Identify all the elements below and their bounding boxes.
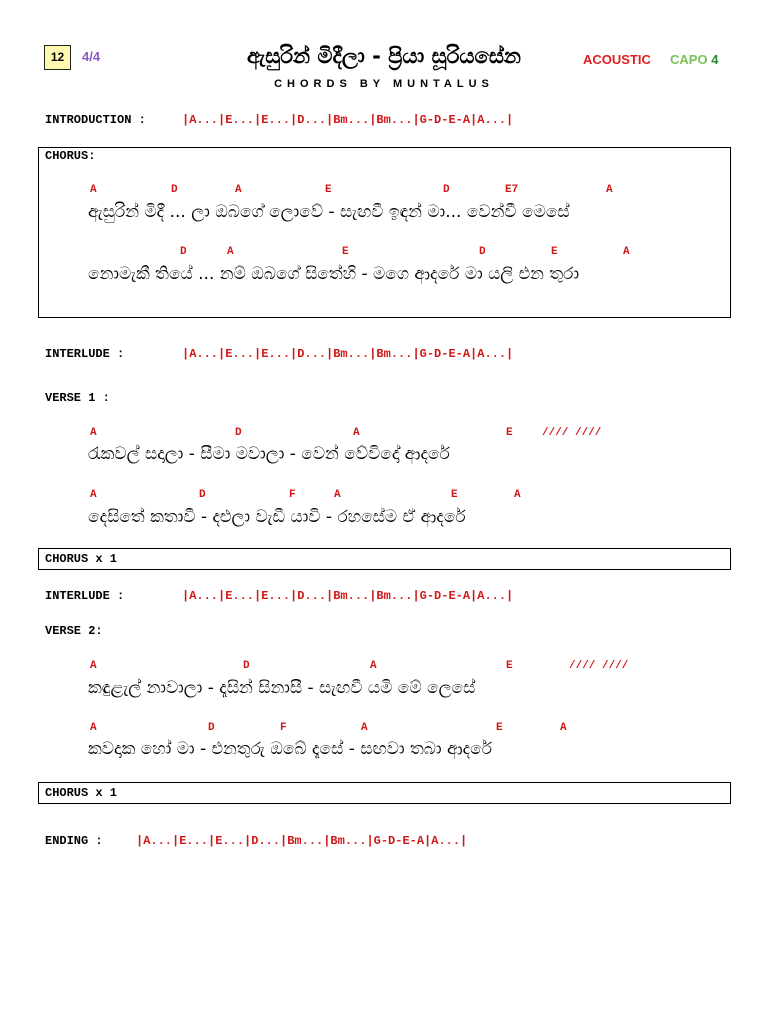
chord: A — [90, 427, 97, 439]
chord: A — [334, 489, 341, 501]
chord: A — [370, 660, 377, 672]
chord: E — [551, 246, 558, 258]
chord: A — [623, 246, 630, 258]
chord: D — [180, 246, 187, 258]
chorus-repeat-label: CHORUS x 1 — [45, 552, 118, 566]
chord: E7 — [505, 184, 519, 196]
time-signature: 4/4 — [82, 49, 101, 64]
chorus-repeat-box — [38, 548, 731, 570]
chord: E — [342, 246, 349, 258]
chorus-repeat-box — [38, 782, 731, 804]
chord: A — [606, 184, 613, 196]
interlude-chords: |A...|E...|E...|D...|Bm...|Bm...|G-D-E-A|A...| — [182, 589, 514, 603]
chord: A — [235, 184, 242, 196]
chord: D — [208, 722, 215, 734]
lyric-line: කඳුළැල් නාවාලා - දෑසින් සිනාසී - සැඟවී යමි මේ ලෙසේ — [88, 678, 476, 698]
interlude-label: INTERLUDE : — [45, 589, 125, 603]
chord: A — [361, 722, 368, 734]
chord: E — [496, 722, 503, 734]
chord: A — [227, 246, 234, 258]
ending-label: ENDING : — [45, 834, 103, 848]
chord: D — [443, 184, 450, 196]
song-number-badge: 12 — [44, 45, 71, 70]
chord: E — [506, 427, 513, 439]
capo-value: 4 — [711, 52, 719, 67]
chord: A — [353, 427, 360, 439]
introduction-chords: |A...|E...|E...|D...|Bm...|Bm...|G-D-E-A|A...| — [182, 113, 514, 127]
capo-indicator — [670, 52, 718, 67]
chords-credit: CHORDS BY MUNTALUS — [274, 78, 494, 90]
strum-marks: //// //// — [542, 427, 602, 439]
song-title: ඇසුරින් මිදීලා - ප්‍රියා සූරියසේන — [247, 44, 521, 68]
chord: A — [90, 660, 97, 672]
lyric-line: නොමැකී තියේ ... නම් ඔබගේ සිතේහි - මගෙ ආදරේ මා යලි එන තුරා — [88, 264, 580, 284]
chord: A — [90, 489, 97, 501]
lyric-line: දෙසිතේ කතාවී - දළුලා වැඩී යාවි - රහසේම ඒ ආදරේ — [88, 507, 466, 527]
verse2-label: VERSE 2: — [45, 624, 103, 638]
verse1-label: VERSE 1 : — [45, 391, 110, 405]
lyric-line: කවදාක හෝ මා - එනතුරු ඔබේ දෑසේ - සඟවා තබා ආදරේ — [88, 739, 493, 759]
lyric-line: ඇසුරින් මිදී ... ලා ඔබගේ ලොවේ - සැඟවී ඉඳන් මා... වෙන්වී මෙසේ — [88, 202, 570, 222]
strum-marks: //// //// — [569, 660, 629, 672]
chord: F — [280, 722, 287, 734]
lyric-line: රැකවල් සදාලා - සීමා මවාලා - වෙන් වේවිදෝ ආදරේ — [88, 444, 450, 464]
chord: E — [325, 184, 332, 196]
chorus-label: CHORUS: — [45, 149, 96, 163]
chord: D — [199, 489, 206, 501]
chord: A — [514, 489, 521, 501]
chorus-box — [38, 147, 731, 318]
chord: D — [235, 427, 242, 439]
chord: E — [451, 489, 458, 501]
chord: A — [90, 722, 97, 734]
style-label: ACOUSTIC — [583, 52, 651, 67]
chorus-repeat-label: CHORUS x 1 — [45, 786, 118, 800]
chord: A — [560, 722, 567, 734]
interlude-chords: |A...|E...|E...|D...|Bm...|Bm...|G-D-E-A|A...| — [182, 347, 514, 361]
capo-label: CAPO — [670, 52, 708, 67]
introduction-label: INTRODUCTION : — [45, 113, 146, 127]
chord: D — [243, 660, 250, 672]
ending-chords: |A...|E...|E...|D...|Bm...|Bm...|G-D-E-A|A...| — [136, 834, 468, 848]
chord: A — [90, 184, 97, 196]
chord: D — [171, 184, 178, 196]
interlude-label: INTERLUDE : — [45, 347, 125, 361]
chord: E — [506, 660, 513, 672]
chord: D — [479, 246, 486, 258]
chord: F — [289, 489, 296, 501]
